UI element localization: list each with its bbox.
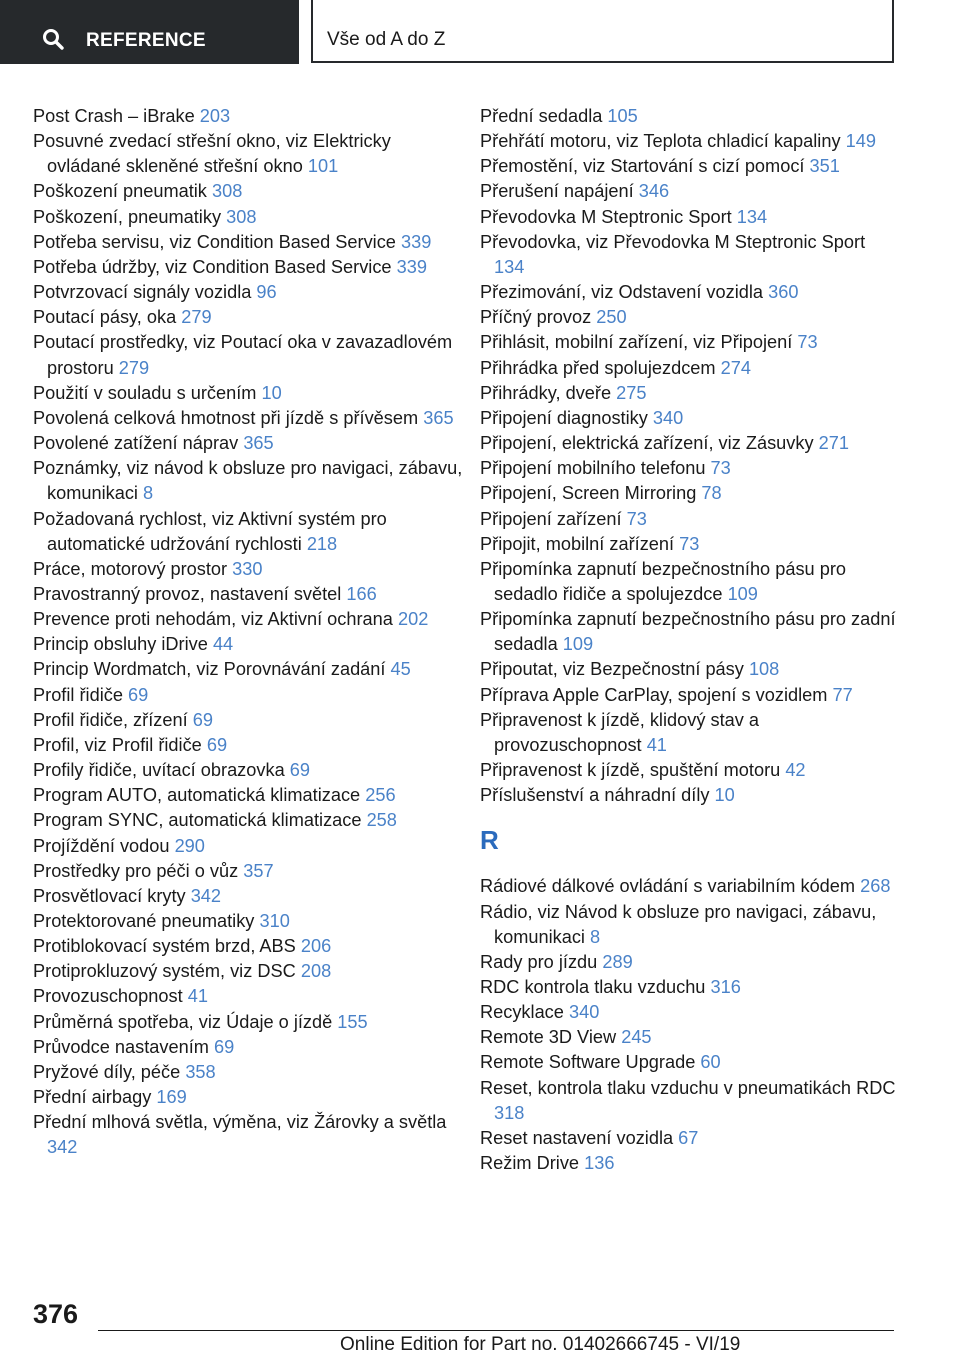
entry-text: Režim Drive [480, 1153, 580, 1174]
index-entry [33, 632, 463, 657]
index-entry [480, 607, 900, 657]
index-entry [480, 406, 900, 431]
entry-text: Rady pro jízdu [480, 951, 598, 972]
index-entry [480, 708, 900, 758]
page-link[interactable]: 290 [174, 835, 205, 856]
index-entry [33, 683, 463, 708]
page-link[interactable]: 250 [596, 307, 627, 328]
entry-text: Program AUTO, automatická klimatizace [33, 785, 361, 806]
page-link[interactable]: 245 [621, 1027, 652, 1048]
index-entry [33, 758, 463, 783]
page-link[interactable]: 149 [845, 131, 876, 152]
entry-text: Příslušenství a náhradní díly [480, 785, 710, 806]
page-link[interactable]: 289 [602, 951, 633, 972]
index-entry [480, 154, 900, 179]
page-link[interactable]: 346 [638, 181, 670, 202]
page-link[interactable]: 203 [199, 106, 231, 126]
page-link[interactable]: 69 [289, 760, 310, 781]
page-link[interactable]: 274 [720, 357, 751, 378]
index-group-r [480, 874, 900, 1176]
page-link[interactable]: 208 [300, 961, 332, 982]
entry-text: Poškození, pneumatiky [33, 206, 222, 227]
entry-text: Připomínka zapnutí bezpečnostního pásu pro zadní sedadla [480, 609, 896, 655]
entry-text: Projíždění vodou [33, 835, 170, 856]
page-link[interactable]: 134 [494, 256, 525, 277]
index-entry [33, 607, 463, 632]
index-entry [480, 1025, 900, 1050]
index-entry [33, 733, 463, 758]
index-entry [33, 406, 463, 431]
index-entry [480, 456, 900, 481]
index-column-left [33, 104, 463, 1161]
index-entry [33, 934, 463, 959]
entry-text: Pravostranný provoz, nastavení světel [33, 583, 342, 604]
page-link[interactable]: 339 [400, 231, 432, 252]
index-entry [480, 532, 900, 557]
page-link[interactable]: 69 [213, 1036, 235, 1057]
page-link[interactable]: 340 [568, 1002, 600, 1023]
page-link[interactable]: 42 [785, 760, 806, 781]
index-entry [33, 909, 463, 934]
index-entry [480, 481, 900, 506]
page-link[interactable]: 69 [128, 684, 149, 705]
index-entry [480, 104, 900, 129]
page-link[interactable]: 202 [397, 609, 429, 630]
index-entry [480, 305, 900, 330]
index-entry [33, 1085, 463, 1110]
index-entry [480, 431, 900, 456]
entry-text: Přihlásit, mobilní zařízení, viz Připojení [480, 332, 793, 353]
entry-text: Profily řidiče, uvítací obrazovka [33, 760, 285, 781]
entry-text: Rádio, viz Návod k obsluze pro navigaci, zábavu, komunikaci [480, 901, 877, 947]
page-link[interactable]: 77 [832, 684, 853, 705]
entry-text: Přední sedadla [480, 106, 603, 126]
page-link[interactable]: 358 [185, 1061, 216, 1082]
index-entry [480, 1076, 900, 1126]
index-entry [33, 1010, 463, 1035]
index-entry [480, 557, 900, 607]
page-link[interactable]: 73 [626, 508, 647, 529]
index-entry [480, 657, 900, 682]
index-entry [480, 1126, 900, 1151]
entry-text: Přehřátí motoru, viz Teplota chladicí kapaliny [480, 131, 841, 152]
entry-text: Požadovaná rychlost, viz Aktivní systém pro automatické udržování rychlosti [33, 508, 387, 554]
index-entry [33, 381, 463, 406]
index-entry [33, 205, 463, 230]
index-entry [33, 557, 463, 582]
footer-divider [98, 1330, 894, 1331]
edition-note: Online Edition for Part no. 01402666745 - VI/19 [340, 1334, 741, 1355]
page-link[interactable]: 258 [366, 810, 397, 831]
entry-text: Protiblokovací systém brzd, ABS [33, 936, 296, 957]
page-link[interactable]: 8 [143, 483, 154, 504]
page-link[interactable]: 206 [300, 936, 332, 957]
index-entry [33, 1060, 463, 1085]
page-link[interactable]: 109 [727, 583, 758, 604]
entry-text: Přední mlhová světla, výměna, viz Žárovky a světla [33, 1112, 447, 1133]
entry-text: Přihrádka před spolujezdcem [480, 357, 716, 378]
page-link[interactable]: 316 [710, 977, 741, 997]
entry-text: Přerušení napájení [480, 181, 634, 202]
entry-text: Reset, kontrola tlaku vzduchu v pneumatikách RDC [480, 1077, 896, 1098]
reference-label: REFERENCE [86, 30, 206, 51]
index-entry [480, 1000, 900, 1025]
index-entry [33, 859, 463, 884]
index-group-p [480, 104, 900, 808]
index-entry [480, 874, 900, 899]
page-link[interactable]: 136 [584, 1153, 615, 1174]
page-link[interactable]: 101 [307, 156, 339, 177]
entry-text: Převodovka M Steptronic Sport [480, 206, 732, 227]
page-link[interactable]: 330 [232, 558, 263, 579]
page-link[interactable]: 340 [652, 407, 684, 428]
index-entry [33, 708, 463, 733]
entry-text: Reset nastavení vozidla [480, 1127, 674, 1148]
page-link[interactable]: 41 [187, 986, 208, 1007]
index-entry [33, 1035, 463, 1060]
header [0, 0, 960, 66]
page-link[interactable]: 365 [243, 433, 274, 454]
index-entry [480, 950, 900, 975]
index-entry [33, 230, 463, 255]
entry-text: Prostředky pro péči o vůz [33, 860, 239, 881]
reference-tab[interactable] [0, 0, 299, 64]
entry-text: Recyklace [480, 1002, 564, 1023]
index-entry [480, 330, 900, 355]
page-link[interactable]: 8 [590, 926, 601, 947]
index-entry [480, 205, 900, 230]
entry-text: Program SYNC, automatická klimatizace [33, 810, 362, 831]
index-entry [480, 179, 900, 204]
entry-text: Přední airbagy [33, 1087, 152, 1108]
entry-text: Připojení, elektrická zařízení, viz Zásuvky [480, 433, 814, 454]
entry-text: Práce, motorový prostor [33, 558, 228, 579]
page-link[interactable]: 218 [306, 533, 338, 554]
page-link[interactable]: 10 [261, 382, 282, 403]
page-link[interactable]: 78 [701, 483, 722, 504]
page-link[interactable]: 169 [156, 1087, 187, 1108]
index-entry [480, 381, 900, 406]
index-entry [33, 884, 463, 909]
page-link[interactable]: 275 [616, 382, 647, 403]
index-entry [480, 683, 900, 708]
index-entry [480, 507, 900, 532]
page-link[interactable]: 67 [678, 1127, 699, 1148]
index-entry [33, 280, 463, 305]
page-link[interactable]: 69 [192, 709, 213, 730]
entry-text: Post Crash – iBrake [33, 106, 195, 126]
entry-text: Povolená celková hmotnost při jízdě s přívěsem [33, 407, 419, 428]
index-entry [480, 1050, 900, 1075]
page-link[interactable]: 342 [190, 885, 222, 906]
entry-text: Pryžové díly, péče [33, 1061, 181, 1082]
search-icon [42, 28, 64, 50]
page-link[interactable]: 10 [714, 785, 735, 806]
section-tab [311, 0, 894, 63]
page-link[interactable]: 69 [206, 734, 228, 755]
index-entry [33, 783, 463, 808]
entry-text: Připojení, Screen Mirroring [480, 483, 697, 504]
entry-text: Provozuschopnost [33, 986, 183, 1007]
index-entry [33, 657, 463, 682]
index-entry [33, 582, 463, 607]
page-link[interactable]: 279 [118, 357, 150, 378]
entry-text: Potřeba servisu, viz Condition Based Service [33, 231, 396, 252]
page-link[interactable]: 351 [809, 156, 840, 177]
index-entry [33, 959, 463, 984]
page-link[interactable]: 134 [736, 206, 768, 227]
entry-text: Potvrzovací signály vozidla [33, 282, 252, 303]
page-link[interactable]: 268 [860, 876, 891, 897]
index-entry [33, 129, 463, 179]
page-link[interactable]: 308 [211, 181, 243, 202]
entry-text: Převodovka, viz Převodovka M Steptronic Sport [480, 231, 866, 252]
entry-text: Průměrná spotřeba, viz Údaje o jízdě [33, 1011, 333, 1032]
page-link[interactable]: 310 [259, 911, 290, 931]
page-link[interactable]: 105 [607, 106, 638, 126]
entry-text: Profil řidiče, zřízení [33, 709, 188, 730]
index-entry [33, 179, 463, 204]
entry-text: Poutací pásy, oka [33, 307, 177, 328]
page-link[interactable]: 318 [494, 1102, 525, 1123]
entry-text: Připoutat, viz Bezpečnostní pásy [480, 659, 744, 680]
page-link[interactable]: 365 [423, 407, 454, 428]
entry-text: Prevence proti nehodám, viz Aktivní ochrana [33, 609, 393, 630]
entry-text: Připojení diagnostiky [480, 407, 648, 428]
index-entry [33, 330, 463, 380]
page-link[interactable]: 60 [700, 1052, 721, 1073]
entry-text: Remote 3D View [480, 1027, 617, 1048]
page-link[interactable]: 73 [679, 533, 700, 554]
entry-text: Přezimování, viz Odstavení vozidla [480, 282, 764, 303]
index-entry [33, 255, 463, 280]
index-entry [33, 456, 463, 506]
page-link[interactable]: 155 [337, 1011, 368, 1032]
index-entry [33, 834, 463, 859]
entry-text: Průvodce nastavením [33, 1036, 209, 1057]
index-entry [33, 984, 463, 1009]
index-entry [480, 129, 900, 154]
page-link[interactable]: 108 [748, 659, 780, 680]
index-entry [33, 431, 463, 456]
entry-text: Profil, viz Profil řidiče [33, 734, 202, 755]
index-entry [480, 783, 900, 808]
entry-text: Protektorované pneumatiky [33, 911, 255, 931]
entry-text: Rádiové dálkové ovládání s variabilním kódem [480, 876, 856, 897]
page-link[interactable]: 44 [212, 634, 234, 655]
entry-text: Povolené zatížení náprav [33, 433, 239, 454]
index-entry [480, 280, 900, 305]
entry-text: Posuvné zvedací střešní okno, viz Elektricky ovládané skleněné střešní okno [33, 131, 391, 177]
entry-text: Přemostění, viz Startování s cizí pomocí [480, 156, 805, 177]
index-entry [480, 1151, 900, 1176]
page-link[interactable]: 256 [365, 785, 396, 806]
index-entry [33, 305, 463, 330]
page-link[interactable]: 279 [181, 307, 212, 328]
page-link[interactable]: 73 [797, 332, 818, 353]
page-link[interactable]: 41 [646, 734, 667, 755]
page-number: 376 [33, 1299, 79, 1329]
index-entry [480, 758, 900, 783]
index-entry [480, 900, 900, 950]
page-link[interactable]: 360 [768, 282, 799, 303]
entry-text: Potřeba údržby, viz Condition Based Service [33, 256, 392, 277]
index-entry [33, 104, 463, 129]
entry-text: Princip Wordmatch, viz Porovnávání zadání [33, 659, 386, 680]
page-link[interactable]: 342 [47, 1137, 78, 1158]
entry-text: Profil řidiče [33, 684, 123, 705]
entry-text: Připravenost k jízdě, klidový stav a provozuschopnost [480, 709, 759, 755]
page-link[interactable]: 357 [243, 860, 274, 881]
index-column-right [480, 104, 900, 1176]
entry-text: Připravenost k jízdě, spuštění motoru [480, 760, 781, 781]
page-link[interactable]: 339 [396, 256, 427, 277]
entry-text: Připojení zařízení [480, 508, 622, 529]
index-entry [33, 808, 463, 833]
entry-text: Připomínka zapnutí bezpečnostního pásu pro sedadlo řidiče a spolujezdce [480, 558, 847, 604]
page-link[interactable]: 271 [818, 433, 849, 454]
entry-text: Příčný provoz [480, 307, 592, 328]
entry-text: Příprava Apple CarPlay, spojení s vozidlem [480, 684, 828, 705]
section-letter: R [480, 825, 499, 856]
entry-text: Prosvětlovací kryty [33, 885, 186, 906]
entry-text: Protiprokluzový systém, viz DSC [33, 961, 296, 982]
entry-text: Připojit, mobilní zařízení [480, 533, 675, 554]
entry-text: Použití v souladu s určením [33, 382, 257, 403]
page-link[interactable]: 166 [346, 583, 377, 604]
entry-text: RDC kontrola tlaku vzduchu [480, 977, 706, 997]
section-title: Vše od A do Z [327, 29, 446, 50]
page-link[interactable]: 308 [226, 206, 257, 227]
entry-text: Přihrádky, dveře [480, 382, 612, 403]
entry-text: Remote Software Upgrade [480, 1052, 696, 1073]
entry-text: Poškození pneumatik [33, 181, 207, 202]
page-link[interactable]: 73 [710, 458, 731, 479]
index-entry [480, 356, 900, 381]
page-link[interactable]: 45 [390, 659, 411, 680]
index-entry [480, 230, 900, 280]
page-link[interactable]: 109 [562, 634, 594, 655]
entry-text: Poznámky, viz návod k obsluze pro navigaci, zábavu, komunikaci [33, 458, 463, 504]
index-entry [480, 975, 900, 1000]
entry-text: Princip obsluhy iDrive [33, 634, 208, 655]
index-entry [33, 1110, 463, 1160]
entry-text: Připojení mobilního telefonu [480, 458, 706, 479]
index-entry [33, 507, 463, 557]
entry-text: Poutací prostředky, viz Poutací oka v zavazadlovém prostoru [33, 332, 453, 378]
page-link[interactable]: 96 [256, 282, 277, 303]
